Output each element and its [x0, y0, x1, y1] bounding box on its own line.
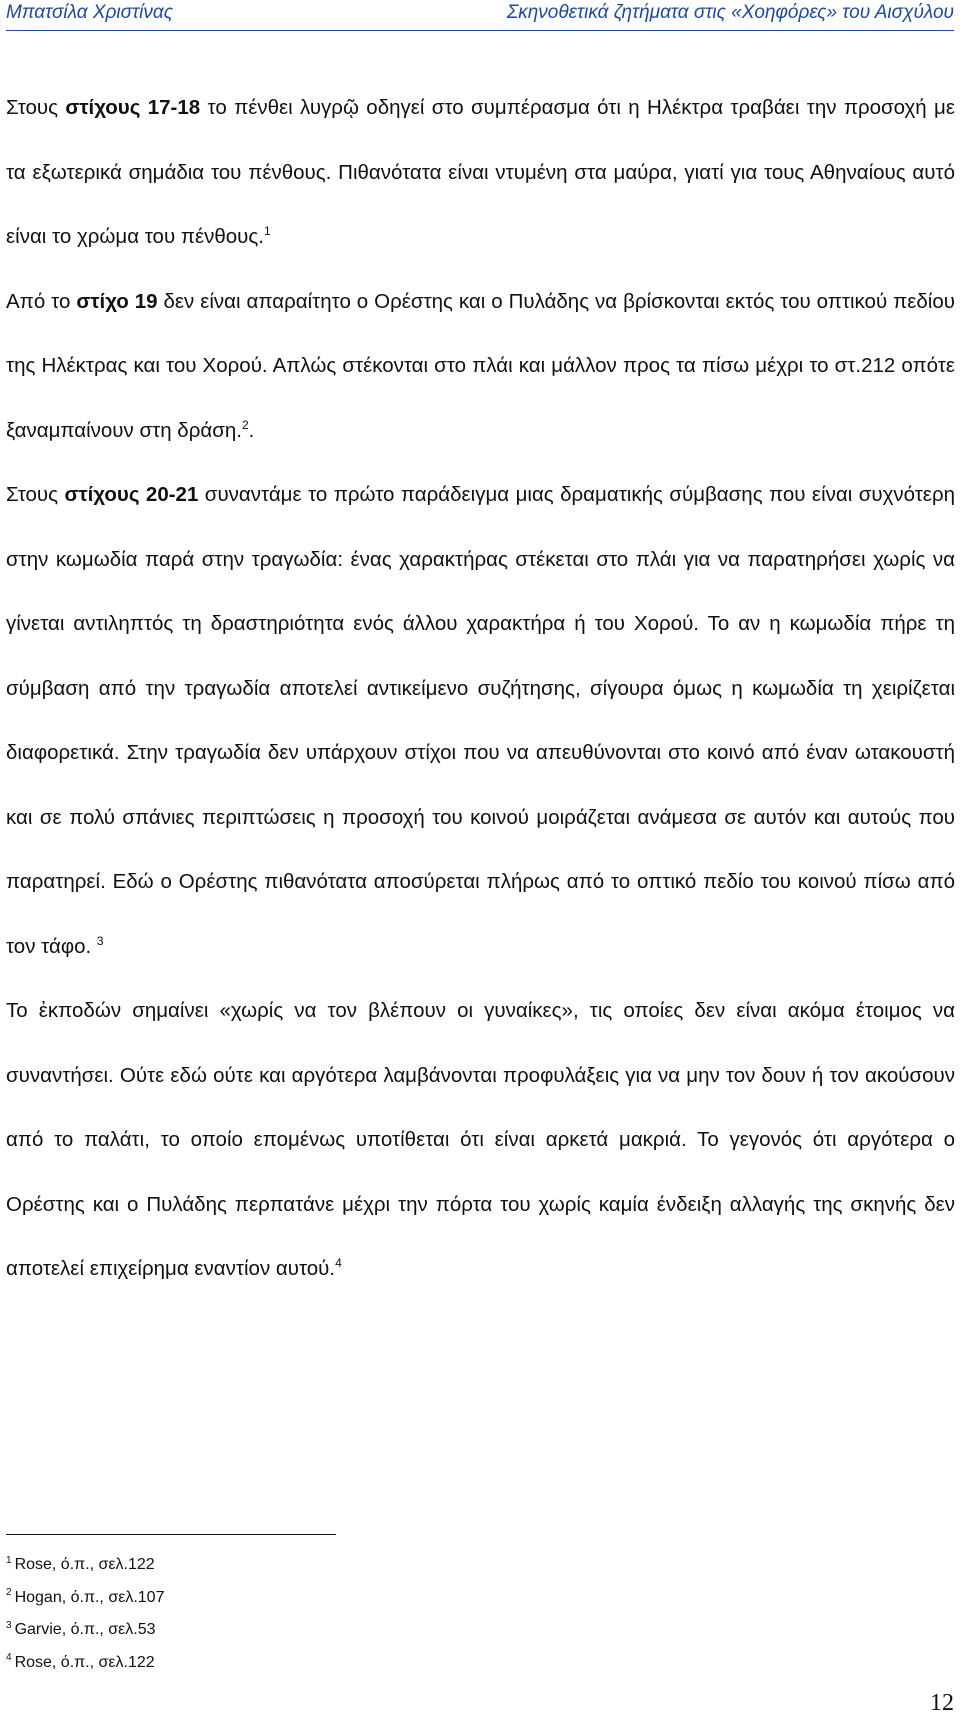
footnote-marker[interactable]: 4	[335, 1256, 342, 1271]
body-text	[6, 76, 955, 1302]
paragraph-text: Το ἐκποδών σημαίνει «χωρίς να τον βλέπουν οι γυναίκες», τις οποίες δεν είναι ακόμα έτοιμος να συναντήσει. Ούτε εδώ ούτε και αργότερα λαμβάνονται προφυλάξεις για να μην τον δουν ή τον ακούσουν από το παλάτι, το οποίο επομένως υποτίθεται ότι είναι αρκετά μακριά. Το γεγονός ότι αργότερα ο Ορέστης και ο Πυλάδης περπατάνε μέχρι την πόρτα του χωρίς καμία ένδειξη αλλαγής της σκηνής δεν αποτελεί επιχείρημα εναντίον αυτού.	[6, 999, 955, 1280]
paragraph-text: δεν είναι απαραίτητο ο Ορέστης και ο Πυλάδης να βρίσκονται εκτός του οπτικού πεδίου της Ηλέκτρας και του Χορού. Απλώς στέκονται στο πλάι και μάλλον προς τα πίσω μέχρι το στ.212 οπότε ξαναμπαίνουν στη δράση.	[6, 289, 955, 442]
verse-reference: στίχους 17-18	[65, 96, 201, 119]
running-header	[6, 2, 954, 26]
footnote-text: Rose, ό.π., σελ.122	[14, 1556, 155, 1573]
footnotes	[6, 1549, 606, 1679]
footnote-number: 1	[6, 1554, 12, 1566]
header-author: Μπατσίλα Χριστίνας	[6, 2, 173, 23]
paragraph	[6, 76, 955, 270]
footnote-number: 3	[6, 1619, 12, 1631]
verse-reference: στίχο 19	[76, 289, 158, 313]
paragraph-lead: Στους	[6, 96, 66, 119]
footnote	[6, 1582, 606, 1615]
paragraph	[6, 270, 955, 464]
footnote-marker[interactable]: 2	[241, 417, 249, 432]
footnote-number: 2	[6, 1587, 12, 1599]
footnote-text: Rose, ό.π., σελ.122	[14, 1653, 155, 1671]
verse-reference: στίχους 20-21	[64, 483, 199, 506]
paragraph-tail: .	[248, 418, 255, 442]
footnote	[6, 1614, 606, 1647]
paragraph-text: το πένθει λυγρῷ οδηγεί στο συμπέρασμα ότι η Ηλέκτρα τραβάει την προσοχή με τα εξωτερικά σημάδια του πένθους. Πιθανότατα είναι ντυμένη στα μαύρα, γιατί για τους Αθηναίους αυτό είναι το χρώμα του πένθους.	[6, 96, 955, 248]
footnote	[6, 1549, 606, 1582]
header-rule	[6, 30, 954, 31]
footnote-separator	[6, 1534, 336, 1535]
footnote-number: 4	[6, 1652, 12, 1664]
page-number: 12	[930, 1690, 954, 1716]
paragraph-text: συναντάμε το πρώτο παράδειγμα μιας δραματικής σύμβασης που είναι συχνότερη στην κωμωδία παρά στην τραγωδία: ένας χαρακτήρας στέκεται στο πλάι για να παρατηρήσει χωρίς να γίνεται αντιληπτός τη δραστηριότητα ενός άλλου χαρακτήρα ή του Χορού. Το αν η κωμωδία πήρε τη σύμβαση από την τραγωδία αποτελεί αντικείμενο συζήτησης, σίγουρα όμως η κωμωδία τη χειρίζεται διαφορετικά. Στην τραγωδία δεν υπάρχουν στίχοι που να απευθύνονται στο κοινό από έναν ωτακουστή και σε πολύ σπάνιες περιπτώσεις η προσοχή του κοινού μοιράζεται ανάμεσα σε αυτόν και αυτούς που παρατηρεί. Εδώ ο Ορέστης πιθανότατα αποσύρεται πλήρως από το οπτικό πεδίο του κοινού πίσω από τον τάφο.	[6, 483, 956, 958]
footnote-marker[interactable]: 1	[263, 224, 271, 239]
paragraph-lead: Στους	[6, 483, 65, 506]
paragraph	[6, 979, 955, 1302]
footnote-marker[interactable]: 3	[96, 933, 104, 948]
header-title: Σκηνοθετικά ζητήματα στις «Χοηφόρες» του Αισχύλου	[506, 2, 954, 23]
paragraph-lead: Από το	[6, 289, 77, 313]
paragraph	[6, 463, 955, 979]
footnote-text: Hogan, ό.π., σελ.107	[14, 1588, 165, 1606]
footnote	[6, 1647, 606, 1680]
footnote-text: Garvie, ό.π., σελ.53	[14, 1621, 156, 1638]
